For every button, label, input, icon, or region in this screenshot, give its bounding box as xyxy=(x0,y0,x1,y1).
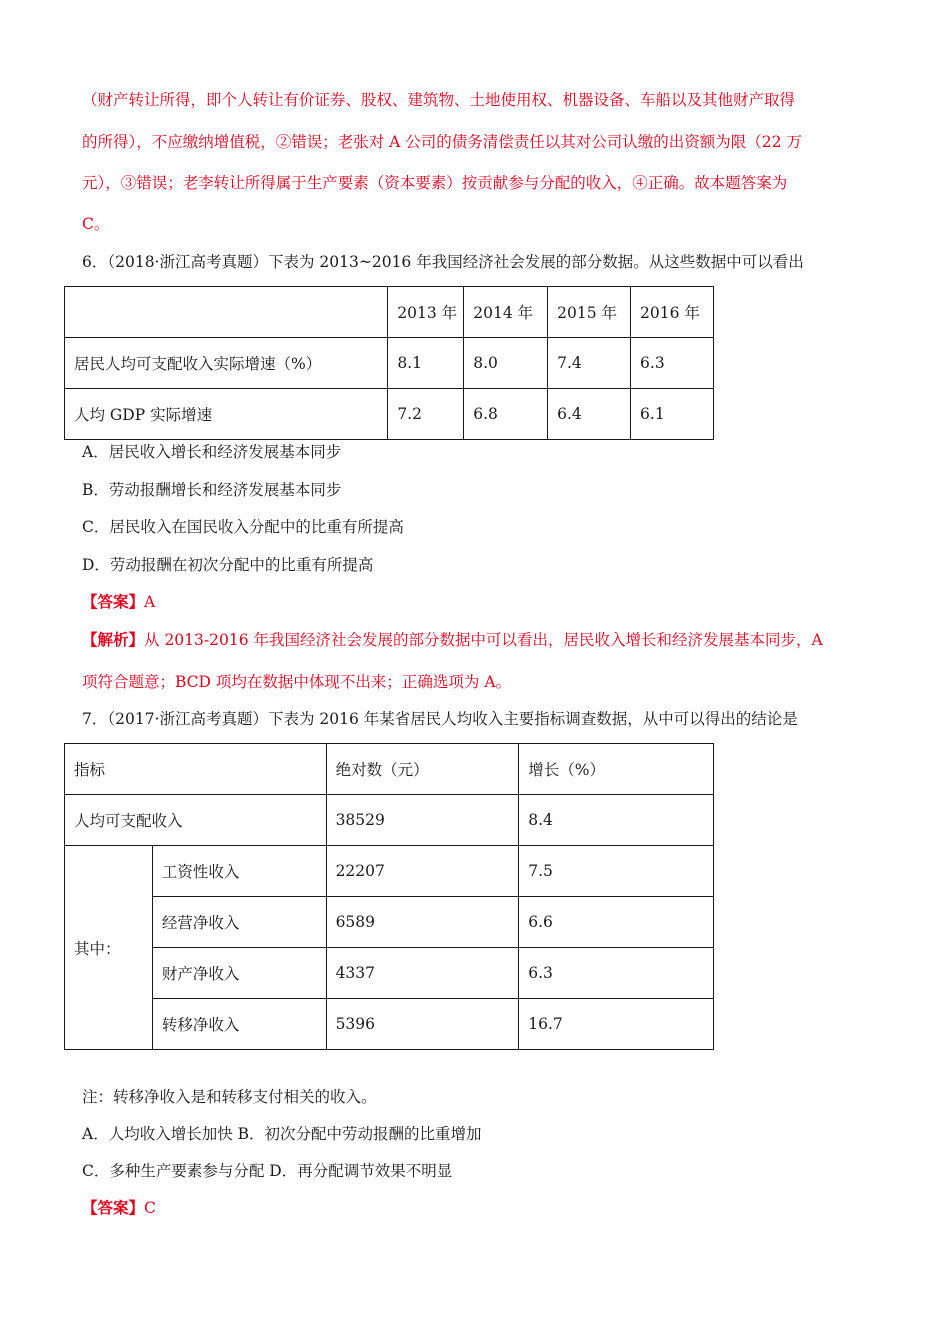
q7-sub2-absolute: 6589 xyxy=(326,897,519,948)
q6-header-blank xyxy=(65,287,388,338)
q6-row1-2014: 8.0 xyxy=(464,338,548,389)
q6-row2-2013: 7.2 xyxy=(388,389,464,440)
q6-row2-label: 人均 GDP 实际增速 xyxy=(65,389,388,440)
q6-analysis-line-1 xyxy=(82,629,823,651)
q7-note: 注：转移净收入是和转移支付相关的收入。 xyxy=(82,1088,377,1106)
q6-analysis-text-1: 从 2013-2016 年我国经济社会发展的部分数据中可以看出，居民收入增长和经济发展基本同步，A xyxy=(144,631,823,649)
q7-header-absolute: 绝对数（元） xyxy=(326,744,519,795)
q7-table-row xyxy=(65,897,714,948)
q6-header-2016: 2016 年 xyxy=(631,287,714,338)
q7-total-absolute: 38529 xyxy=(326,795,519,846)
q7-sub3-absolute: 4337 xyxy=(326,948,519,999)
explanation-line-4: C。 xyxy=(82,215,110,233)
q7-sub1-growth: 7.5 xyxy=(519,846,714,897)
q7-options-line-2: C．多种生产要素参与分配 D．再分配调节效果不明显 xyxy=(82,1162,453,1180)
q7-header-indicator: 指标 xyxy=(65,744,327,795)
q7-group-label: 其中： xyxy=(65,846,153,1050)
q6-row1-2016: 6.3 xyxy=(631,338,714,389)
q7-total-growth: 8.4 xyxy=(519,795,714,846)
q7-sub3-label: 财产净收入 xyxy=(152,948,326,999)
q7-total-label: 人均可支配收入 xyxy=(65,795,327,846)
q6-header-2014: 2014 年 xyxy=(464,287,548,338)
q7-answer xyxy=(82,1197,156,1219)
q6-header-2013: 2013 年 xyxy=(388,287,464,338)
q6-header-2015: 2015 年 xyxy=(548,287,631,338)
q7-table-row xyxy=(65,846,714,897)
q7-answer-label: 【答案】 xyxy=(82,1198,145,1217)
q7-stem: 7．（2017·浙江高考真题）下表为 2016 年某省居民人均收入主要指标调查数据，从中可以得出的结论是 xyxy=(82,710,798,728)
q6-row1-label: 居民人均可支配收入实际增速（%） xyxy=(65,338,388,389)
explanation-line-1: （财产转让所得，即个人转让有价证券、股权、建筑物、土地使用权、机器设备、车船以及其他财产取得 xyxy=(82,91,796,109)
q6-row1-2015: 7.4 xyxy=(548,338,631,389)
q6-option-b: B．劳动报酬增长和经济发展基本同步 xyxy=(82,481,342,499)
q7-sub2-label: 经营净收入 xyxy=(152,897,326,948)
q7-header-growth: 增长（%） xyxy=(519,744,714,795)
q7-table-row xyxy=(65,999,714,1050)
q6-answer-label: 【答案】 xyxy=(82,592,145,611)
q6-row2-2016: 6.1 xyxy=(631,389,714,440)
q6-answer-value: A xyxy=(144,593,156,611)
q6-stem: 6．（2018·浙江高考真题）下表为 2013~2016 年我国经济社会发展的部分数据。从这些数据中可以看出 xyxy=(82,253,804,271)
q7-table-row xyxy=(65,795,714,846)
q6-analysis-label: 【解析】 xyxy=(82,630,145,649)
q7-sub1-absolute: 22207 xyxy=(326,846,519,897)
q7-table-row xyxy=(65,948,714,999)
q7-table xyxy=(64,743,714,1050)
q7-answer-value: C xyxy=(144,1199,156,1217)
q6-table xyxy=(64,286,714,440)
q7-sub4-growth: 16.7 xyxy=(519,999,714,1050)
q7-sub4-absolute: 5396 xyxy=(326,999,519,1050)
q6-option-c: C．居民收入在国民收入分配中的比重有所提高 xyxy=(82,518,404,536)
q6-table-header-row xyxy=(65,287,714,338)
q7-table-header-row xyxy=(65,744,714,795)
q6-row1-2013: 8.1 xyxy=(388,338,464,389)
q6-option-d: D．劳动报酬在初次分配中的比重有所提高 xyxy=(82,556,374,574)
q7-options-line-1: A．人均收入增长加快 B．初次分配中劳动报酬的比重增加 xyxy=(82,1125,482,1143)
q6-row2-2015: 6.4 xyxy=(548,389,631,440)
q7-sub2-growth: 6.6 xyxy=(519,897,714,948)
q7-sub4-label: 转移净收入 xyxy=(152,999,326,1050)
q7-sub3-growth: 6.3 xyxy=(519,948,714,999)
q6-row2-2014: 6.8 xyxy=(464,389,548,440)
explanation-line-2: 的所得），不应缴纳增值税，②错误；老张对 A 公司的债务清偿责任以其对公司认缴的出资额为限（22 万 xyxy=(82,133,802,151)
q6-answer xyxy=(82,591,155,613)
q6-table-row xyxy=(65,338,714,389)
q6-option-a: A．居民收入增长和经济发展基本同步 xyxy=(82,443,342,461)
explanation-line-3: 元），③错误；老李转让所得属于生产要素（资本要素）按贡献参与分配的收入，④正确。故本题答案为 xyxy=(82,174,788,192)
q7-sub1-label: 工资性收入 xyxy=(152,846,326,897)
q6-table-row xyxy=(65,389,714,440)
q6-analysis-line-2: 项符合题意；BCD 项均在数据中体现不出来；正确选项为 A。 xyxy=(82,673,512,691)
